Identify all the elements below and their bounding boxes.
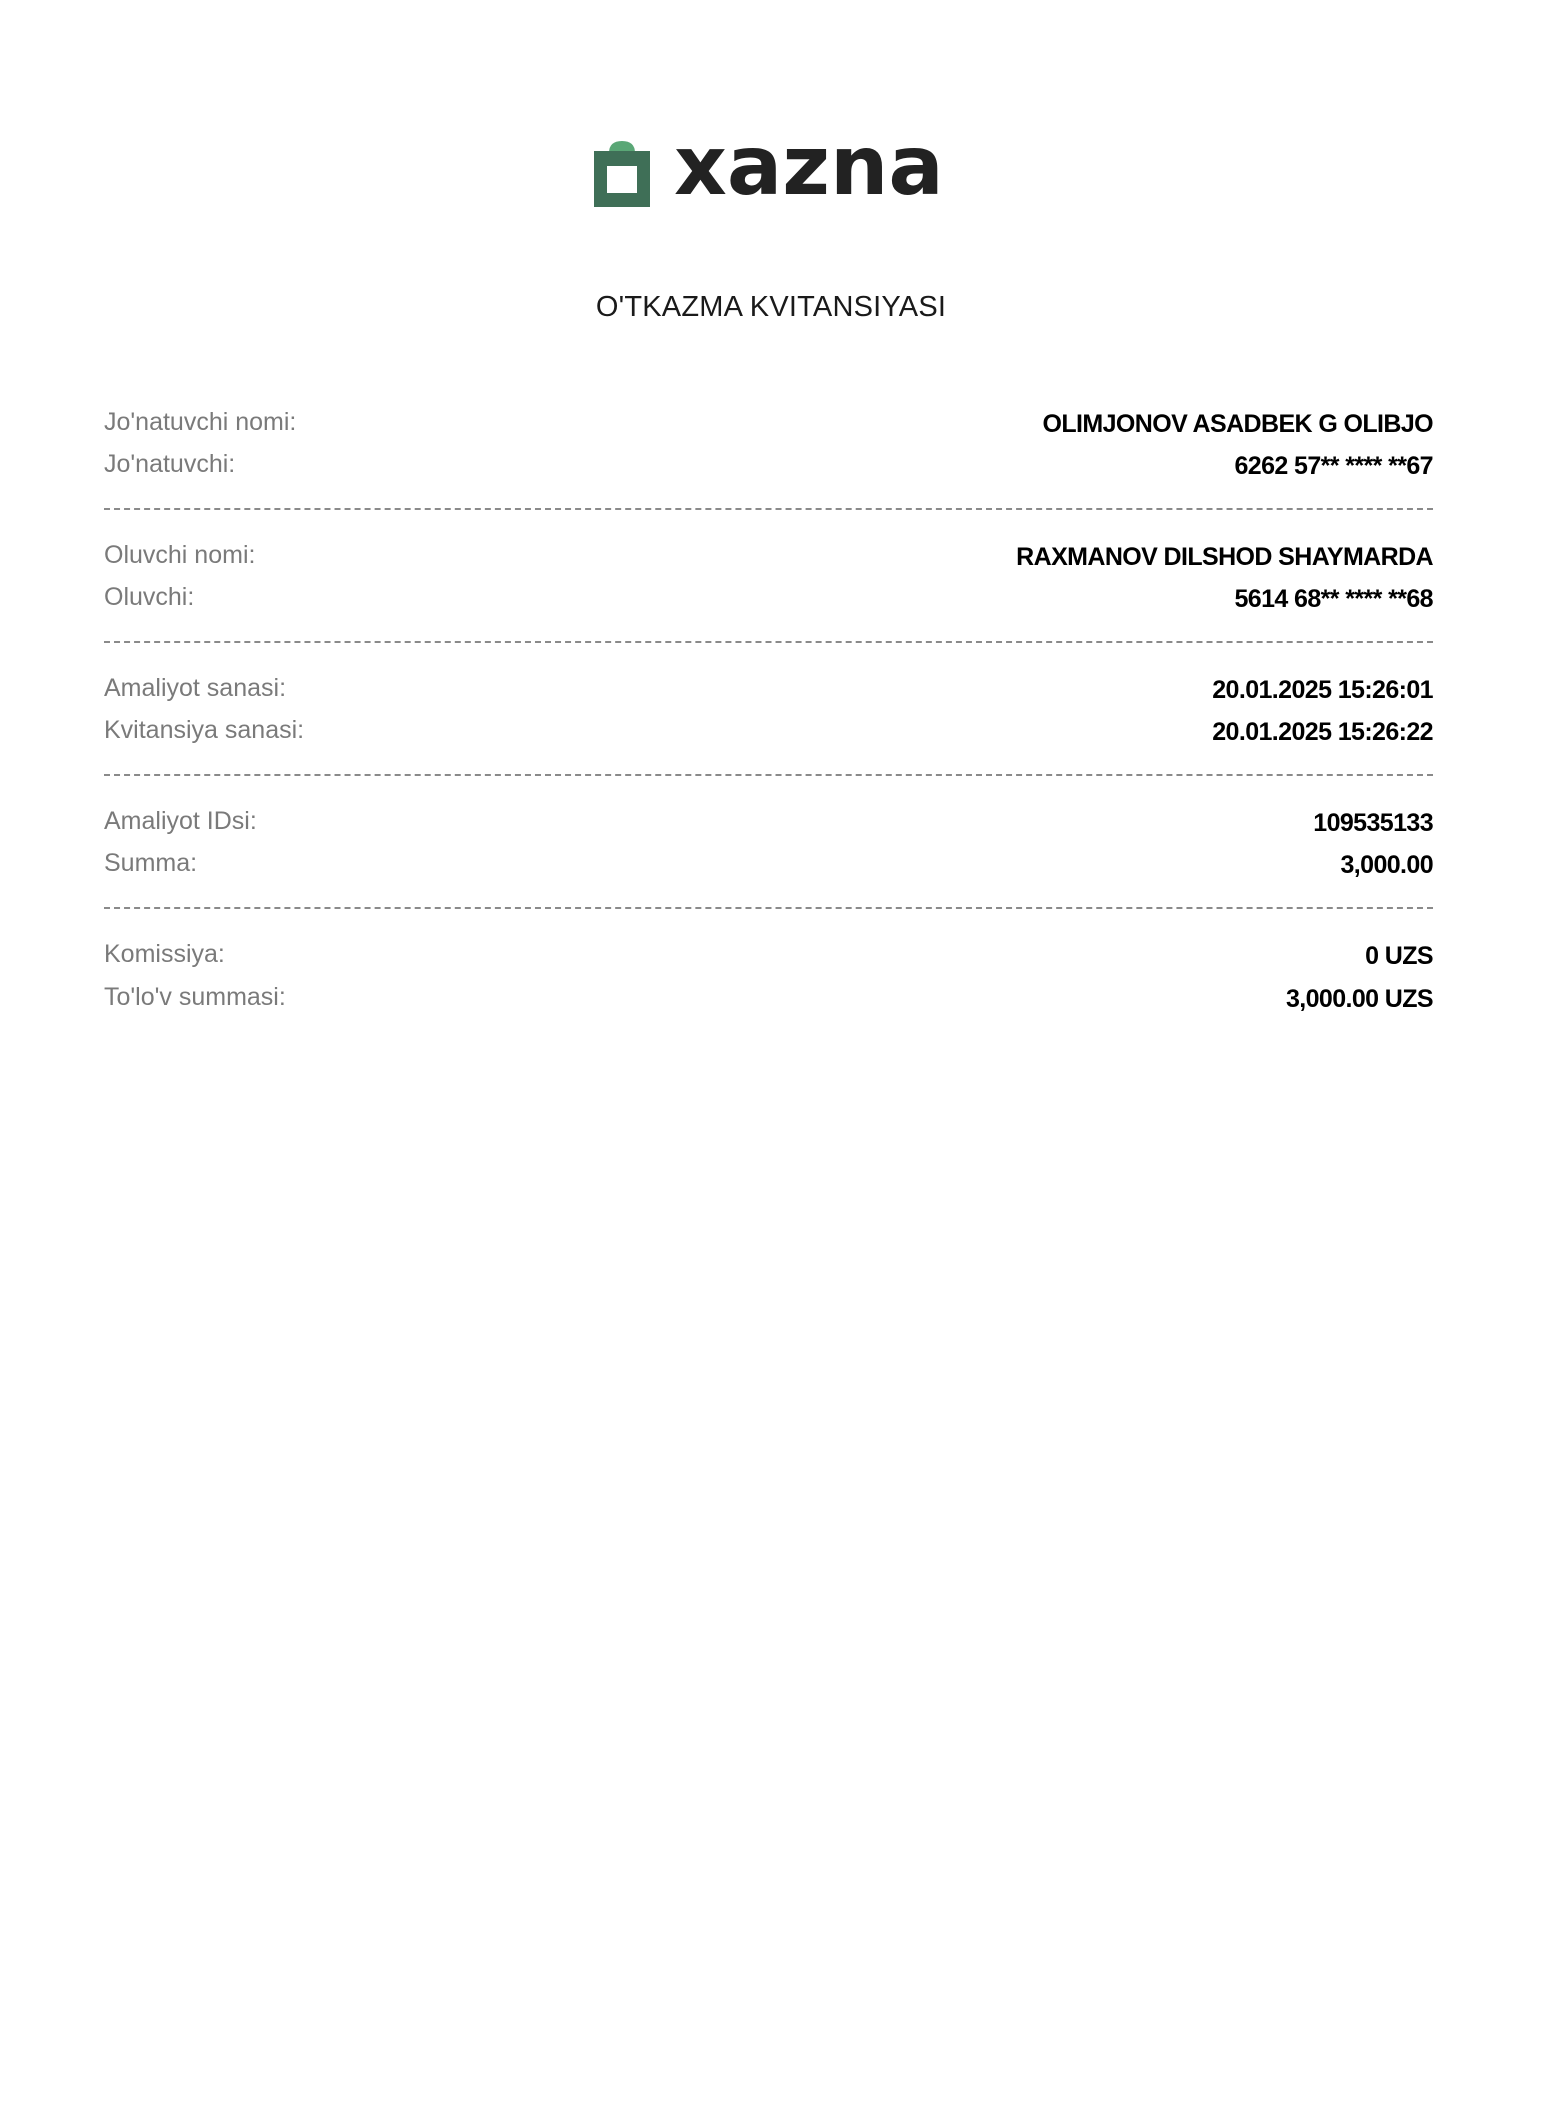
row-label: Oluvchi nomi: — [104, 541, 256, 569]
row-label: Kvitansiya sanasi: — [104, 716, 305, 744]
row-label: Amaliyot sanasi: — [104, 674, 287, 702]
dashed-divider — [104, 641, 1433, 643]
detail-row — [104, 583, 1433, 623]
row-value: RAXMANOV DILSHOD SHAYMARDA — [1016, 543, 1433, 571]
row-value: OLIMJONOV ASADBEK G OLIBJO — [1042, 410, 1433, 438]
row-value: 5614 68** **** **68 — [1234, 585, 1433, 613]
row-label: Komissiya: — [104, 940, 225, 968]
detail-row — [104, 541, 1433, 581]
row-value: 109535133 — [1313, 809, 1433, 837]
wallet-icon — [592, 137, 652, 209]
receipt-title: O'TKAZMA KVITANSIYASI — [595, 291, 947, 323]
detail-row — [104, 940, 1433, 980]
row-value: 3,000.00 UZS — [1285, 985, 1433, 1013]
detail-row — [104, 983, 1433, 1023]
row-label: Amaliyot IDsi: — [104, 807, 257, 835]
row-label: Oluvchi: — [104, 583, 195, 611]
row-label: Jo'natuvchi: — [104, 450, 236, 478]
row-value: 0 UZS — [1365, 942, 1433, 970]
row-label: To'lo'v summasi: — [104, 983, 286, 1011]
dashed-divider — [104, 907, 1433, 909]
detail-row — [104, 849, 1433, 889]
detail-row — [104, 716, 1433, 756]
detail-row — [104, 807, 1433, 847]
detail-row — [104, 450, 1433, 490]
dashed-divider — [104, 774, 1433, 776]
detail-row — [104, 674, 1433, 714]
row-value: 20.01.2025 15:26:22 — [1212, 718, 1433, 746]
row-value: 20.01.2025 15:26:01 — [1212, 676, 1433, 704]
row-value: 6262 57** **** **67 — [1234, 452, 1433, 480]
detail-row — [104, 408, 1433, 448]
dashed-divider — [104, 508, 1433, 510]
logo-wordmark: xazna — [674, 119, 944, 214]
row-label: Jo'natuvchi nomi: — [104, 408, 297, 436]
row-label: Summa: — [104, 849, 198, 877]
xazna-logo — [592, 119, 944, 214]
row-value: 3,000.00 — [1340, 851, 1433, 879]
